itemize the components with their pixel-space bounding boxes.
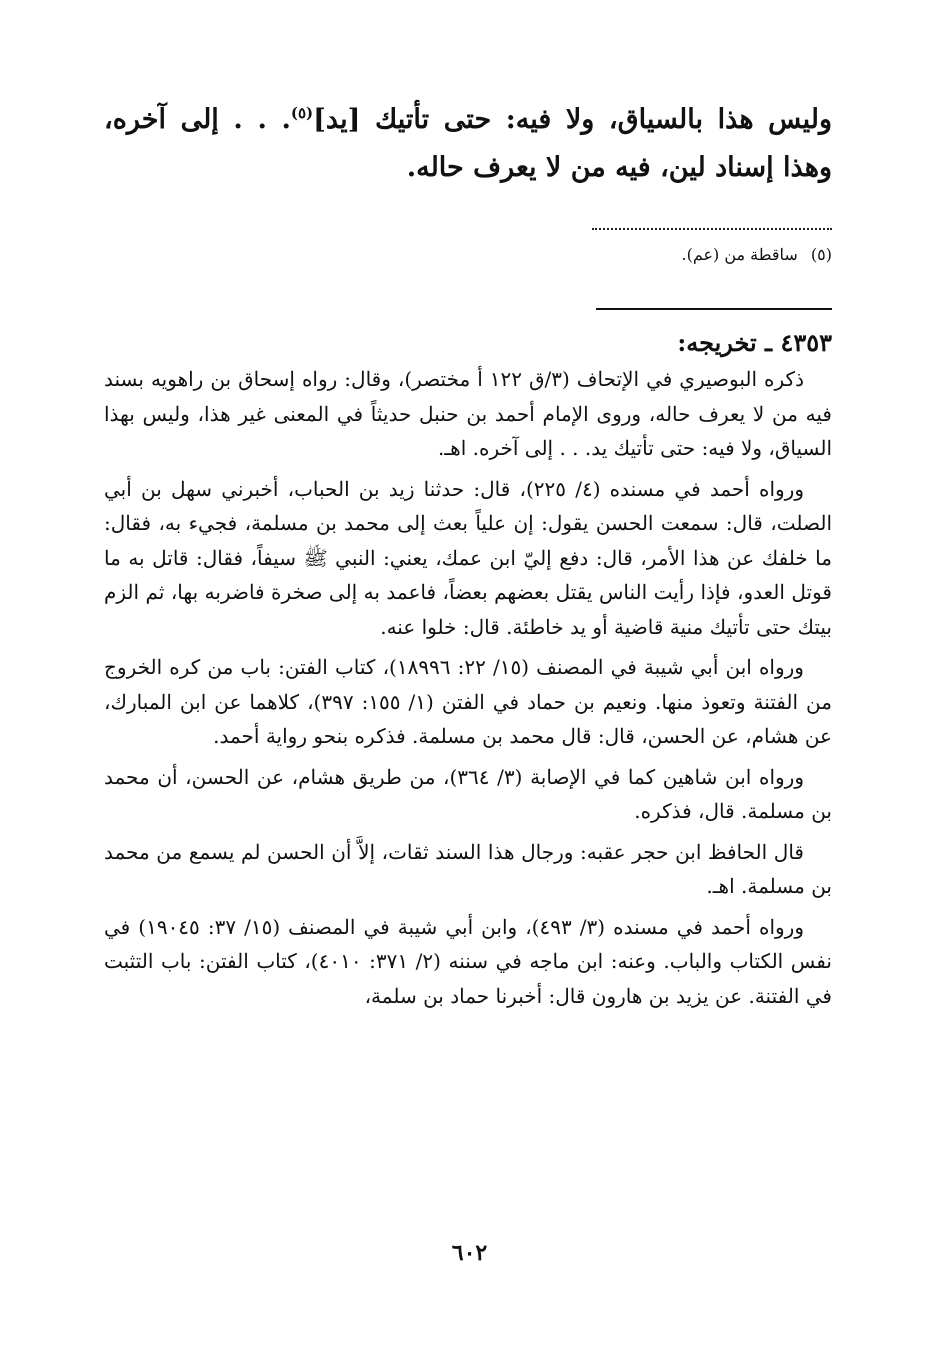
section-divider-rule (596, 308, 832, 310)
paragraph-ahmad-ibn-majah: ورواه أحمد في مسنده (٣/ ٤٩٣)، وابن أبي شيبة في المصنف (١٥/ ٣٧: ١٩٠٤٥) في نفس الكتاب والباب. وعنه: ابن ماجه في سننه (٢/ ٣٧١: ٤٠١٠)، كتاب الفتن: باب التثبت في الفتنة. عن يزيد بن هارون قال: أخبرنا حماد بن سلمة، (104, 914, 832, 1008)
paragraph-ibn-shahin: ورواه ابن شاهين كما في الإصابة (٣/ ٣٦٤)، من طريق هشام، عن الحسن، أن محمد بن مسلمة. قال، فذكره. (104, 764, 832, 823)
footnote-reference: (٥) (290, 104, 314, 122)
continuation-text-start: وليس هذا بالسياق، ولا فيه: حتى تأتيك [يد] (313, 104, 833, 135)
footnote (104, 242, 832, 268)
paragraph-busiri: ذكره البوصيري في الإتحاف (٣/ق ١٢٢ أ مختصر)، وقال: رواه إسحاق بن راهويه بسند فيه من لا يعرف حاله، وروى الإمام أحمد بن حنبل حديثاً في المعنى غير هذا، وليس بهذا السياق، ولا فيه: حتى تأتيك يد. . . إلى آخره. اهـ. (104, 367, 832, 460)
paragraph-ibn-abi-shaybah: ورواه ابن أبي شيبة في المصنف (١٥/ ٢٢: ١٨٩٩٦)، كتاب الفتن: باب من كره الخروج من الفتنة وتعوذ منها. ونعيم بن حماد في الفتن (١/ ١٥٥: ٣٩٧)، كلاهما عن ابن المبارك، عن هشام، عن الحسن، قال: قال محمد بن مسلمة. فذكره بنحو رواية أحمد. (104, 655, 832, 748)
page-number: ٦٠٢ (451, 1240, 488, 1266)
book-page (104, 96, 832, 1013)
continuation-paragraph (104, 96, 832, 192)
paragraph-ibn-hajar: قال الحافظ ابن حجر عقبه: ورجال هذا السند ثقات، إلاَّ أن الحسن لم يسمع من محمد بن مسلمة. اهـ. (104, 839, 832, 898)
footnote-separator-dots (592, 208, 832, 230)
continuation-text-end: . . . إلى آخره، وهذا إسناد لين، فيه من لا يعرف حاله. (104, 104, 832, 183)
section-heading: ٤٣٥٣ ـ تخريجه: (677, 328, 832, 357)
footnote-number: (٥) (810, 245, 832, 264)
paragraph-ahmad-musnad: ورواه أحمد في مسنده (٤/ ٢٢٥)، قال: حدثنا زيد بن الحباب، أخبرني سهل بن أبي الصلت، قال: سمعت الحسن يقول: إن علياً بعث إلى محمد بن مسلمة، فجيء به، فقال: ما خلفك عن هذا الأمر، قال: دفع إليّ ابن عمك، يعني: النبي ﷺ سيفاً، فقال: قاتل به ما قوتل العدو، فإذا رأيت الناس يقتل بعضهم بعضاً، فاعمد به إلى صخرة فاضربه بها، ثم الزم بيتك حتى تأتيك منية قاضية أو يد خاطئة. قال: خلوا عنه. (104, 476, 832, 639)
footnote-text: ساقطة من (عم). (681, 245, 798, 264)
